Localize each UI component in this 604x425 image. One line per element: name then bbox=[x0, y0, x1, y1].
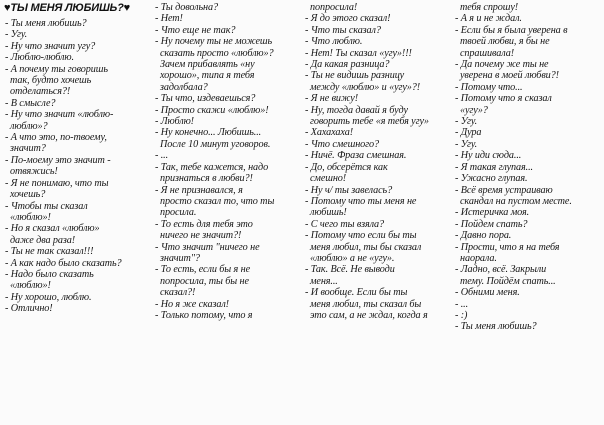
dialogue-line: сказал?! bbox=[160, 287, 196, 299]
dialogue-line: говорить тебе «я тебя угу» bbox=[310, 116, 429, 128]
dialogue-line: - Потому что я сказал bbox=[455, 93, 552, 105]
dialogue-line: - ... bbox=[155, 150, 169, 162]
dialogue-line: - Что значит "ничего не bbox=[155, 241, 260, 253]
dialogue-line: - Ну хорошо, люблю. bbox=[5, 291, 92, 303]
dialogue-line: - Ну что значит угу? bbox=[5, 40, 96, 52]
text-column-4 bbox=[452, 2, 602, 423]
dialogue-line: - То есть для тебя это bbox=[155, 218, 253, 230]
dialogue-line: - Надо было сказать bbox=[5, 268, 94, 280]
dialogue-line: - А почему ты говоришь bbox=[5, 63, 108, 75]
dialogue-line: попросила! bbox=[310, 2, 358, 13]
dialogue-line: - Угу. bbox=[455, 138, 478, 150]
dialogue-line: - Если бы я была уверена в bbox=[455, 24, 568, 36]
dialogue-line: После 10 минут уговоров. bbox=[160, 138, 271, 150]
dialogue-line: - С чего ты взяла? bbox=[305, 218, 385, 230]
dialogue-line: - По-моему это значит - bbox=[5, 154, 111, 166]
dialogue-line: меня... bbox=[310, 275, 338, 287]
dialogue-line: - Нет! bbox=[155, 13, 183, 25]
dialogue-line: задолбала? bbox=[160, 81, 208, 93]
dialogue-line: - Ничё. Фраза смешная. bbox=[305, 150, 407, 162]
dialogue-line: - Что ты сказал? bbox=[305, 24, 381, 36]
dialogue-line: - Ну почему ты не можешь bbox=[155, 36, 273, 48]
dialogue-line: - Чтобы ты сказал bbox=[5, 200, 88, 212]
dialogue-line: - И вообще. Если бы ты bbox=[305, 287, 408, 299]
dialogue-line: - Да почему же ты не bbox=[455, 59, 549, 71]
dialogue-line: «люблю»! bbox=[10, 280, 51, 292]
dialogue-line: - Хахахаха! bbox=[305, 127, 353, 139]
dialogue-line: люблю»? bbox=[10, 120, 48, 132]
dialogue-line: хорошо», типа я тебя bbox=[160, 70, 255, 82]
dialogue-line: хочешь? bbox=[10, 189, 46, 201]
dialogue-line: - Ладно, всё. Закрыли bbox=[455, 264, 547, 276]
dialogue-line: - Я до этого сказал! bbox=[305, 13, 391, 25]
dialogue-line: - Отлично! bbox=[5, 303, 53, 315]
dialogue-line: любишь! bbox=[310, 207, 347, 219]
dialogue-line: - До, обсерётся как bbox=[305, 161, 388, 173]
column-4-lines bbox=[455, 2, 599, 333]
dialogue-line: - Просто скажи «люблю»! bbox=[155, 104, 269, 116]
dialogue-line: - ... bbox=[455, 298, 469, 310]
text-column-3 bbox=[302, 2, 452, 423]
dialogue-line: - Потому что... bbox=[455, 81, 523, 93]
dialogue-line: - Но я же сказал! bbox=[155, 298, 229, 310]
dialogue-line: - В смысле? bbox=[5, 97, 56, 109]
dialogue-line: - Что люблю. bbox=[305, 36, 363, 48]
dialogue-line: - Но я сказал «люблю» bbox=[5, 223, 100, 235]
dialogue-line: - Потому что ты меня не bbox=[305, 195, 417, 207]
dialogue-line: - Пойдем спать? bbox=[455, 218, 528, 230]
dialogue-line: сказать просто «люблю»? bbox=[160, 47, 274, 59]
dialogue-line: - Только потому, что я bbox=[155, 309, 253, 321]
dialogue-line: между «люблю» и «угу»?! bbox=[310, 81, 421, 93]
dialogue-line: - Да какая разница? bbox=[305, 59, 390, 71]
dialogue-line: уверена в моей любви?! bbox=[460, 70, 559, 82]
dialogue-line: - Я не вижу! bbox=[305, 93, 359, 105]
page-title: ♥ТЫ МЕНЯ ЛЮБИШЬ?♥ bbox=[4, 2, 130, 14]
dialogue-line: - Люблю! bbox=[155, 116, 194, 128]
dialogue-line: Зачем прибавлять «ну bbox=[160, 59, 255, 71]
dialogue-line: - Я не понимаю, что ты bbox=[5, 177, 109, 189]
dialogue-line: - А что это, по-твоему, bbox=[5, 132, 107, 144]
dialogue-line: отделаться?! bbox=[10, 86, 71, 98]
dialogue-line: - А как надо было сказать? bbox=[5, 257, 122, 269]
dialogue-line: значит"? bbox=[160, 252, 200, 264]
dialogue-line: тебя спрошу! bbox=[460, 2, 519, 13]
dialogue-line: «люблю» а не «угу». bbox=[310, 252, 395, 264]
column-2-lines bbox=[155, 2, 299, 321]
dialogue-line: - Ужасно глупая. bbox=[455, 173, 528, 185]
dialogue-line: - Давно пора. bbox=[455, 230, 512, 242]
dialogue-line: так, будто хочешь bbox=[10, 75, 92, 87]
dialogue-line: наорала. bbox=[460, 252, 497, 264]
dialogue-line: - Истеричка моя. bbox=[455, 207, 530, 219]
dialogue-line: спрашивала! bbox=[460, 47, 514, 59]
dialogue-line: - Ну ч/ ты завелась? bbox=[305, 184, 393, 196]
dialogue-line: - Дура bbox=[455, 127, 482, 139]
column-3-lines bbox=[305, 2, 449, 321]
dialogue-line: просто сказал то, что ты bbox=[160, 195, 275, 207]
dialogue-line: даже два раза! bbox=[10, 234, 76, 246]
column-1-lines bbox=[5, 18, 149, 315]
dialogue-line: ничего не значит?! bbox=[160, 230, 242, 242]
dialogue-line: - Угу. bbox=[455, 116, 478, 128]
dialogue-line: смешно! bbox=[310, 173, 347, 185]
dialogue-line: тему. Пойдём спать... bbox=[460, 275, 556, 287]
text-column-1 bbox=[2, 2, 152, 423]
dialogue-line: - Так, тебе кажется, надо bbox=[155, 161, 269, 173]
text-column-2 bbox=[152, 2, 302, 423]
dialogue-line: «люблю»! bbox=[10, 211, 51, 223]
dialogue-line: - Ну, тогда давай я буду bbox=[305, 104, 408, 116]
dialogue-line: - Прости, что я на тебя bbox=[455, 241, 560, 253]
dialogue-line: - Ты меня любишь? bbox=[455, 321, 537, 333]
dialogue-line: - А я и не ждал. bbox=[455, 13, 522, 25]
dialogue-line: - То есть, если бы я не bbox=[155, 264, 250, 276]
dialogue-line: попросила, ты бы не bbox=[160, 275, 249, 287]
dialogue-line: отвяжись! bbox=[10, 166, 58, 178]
dialogue-line: - Ну что значит «люблю- bbox=[5, 109, 114, 121]
dialogue-line: - Что смешного? bbox=[305, 138, 380, 150]
dialogue-line: твоей любви, я бы не bbox=[460, 36, 550, 48]
dialogue-line: - Я такая глупая... bbox=[455, 161, 533, 173]
dialogue-line: - Нет! Ты сказал «угу»!!! bbox=[305, 47, 412, 59]
dialogue-line: меня любил, ты бы сказал bbox=[310, 241, 422, 253]
dialogue-line: - Ты не видишь разницу bbox=[305, 70, 405, 82]
dialogue-line: скандал на пустом месте. bbox=[460, 195, 572, 207]
dialogue-line: «угу»? bbox=[460, 104, 488, 116]
dialogue-line: - Ну иди сюда... bbox=[455, 150, 522, 162]
dialogue-line: - Обними меня. bbox=[455, 287, 520, 299]
dialogue-line: - Ты не так сказал!!! bbox=[5, 246, 94, 258]
dialogue-line: - Ты что, издеваешься? bbox=[155, 93, 256, 105]
dialogue-line: значит? bbox=[10, 143, 46, 155]
dialogue-line: просила. bbox=[160, 207, 197, 219]
dialogue-line: - Ты меня любишь? bbox=[5, 18, 87, 29]
dialogue-line: - :) bbox=[455, 309, 468, 321]
dialogue-line: - Я не признавался, я bbox=[155, 184, 243, 196]
dialogue-line: меня любил, ты сказал бы bbox=[310, 298, 422, 310]
dialogue-line: - Так. Всё. Не выводи bbox=[305, 264, 395, 276]
dialogue-line: признаться в любви?! bbox=[160, 173, 253, 185]
dialogue-line: - Всё время устраиваю bbox=[455, 184, 553, 196]
dialogue-line: - Люблю-люблю. bbox=[5, 52, 74, 64]
dialogue-line: - Потому что если бы ты bbox=[305, 230, 417, 242]
dialogue-line: - Ты довольна? bbox=[155, 2, 218, 13]
dialogue-line: это сам, а не ждал, когда я bbox=[310, 309, 428, 321]
dialogue-line: - Что еще не так? bbox=[155, 24, 236, 36]
dialogue-line: - Ну конечно... Любишь... bbox=[155, 127, 262, 139]
dialogue-line: - Угу. bbox=[5, 29, 28, 41]
